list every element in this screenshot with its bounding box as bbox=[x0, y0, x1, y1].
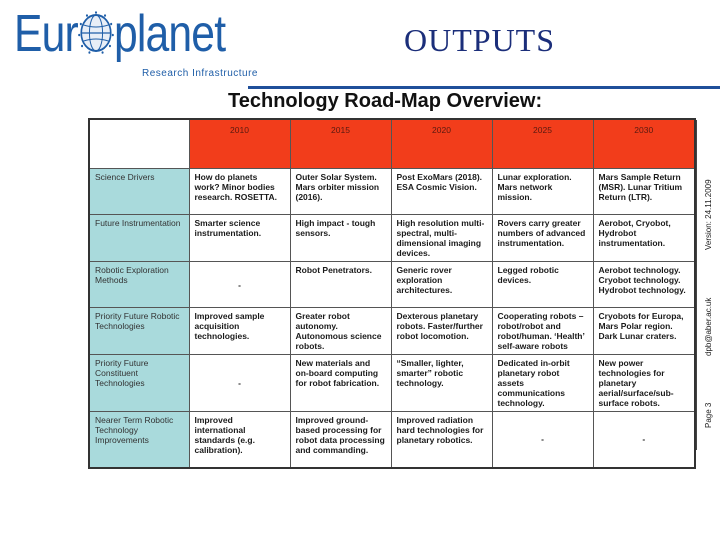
table-row bbox=[89, 412, 695, 468]
table-cell: Cooperating robots – robot/robot and robot/human. ‘Health’ self-aware robots bbox=[492, 308, 593, 355]
row-label: Priority Future Constituent Technologies bbox=[89, 355, 189, 412]
table-corner-cell bbox=[89, 119, 189, 169]
table-cell: Improved radiation hard technologies for planetary robotics. bbox=[391, 412, 492, 468]
table-cell: Greater robot autonomy. Autonomous science robots. bbox=[290, 308, 391, 355]
table-cell: Generic rover exploration architectures. bbox=[391, 262, 492, 308]
row-label: Future Instrumentation bbox=[89, 215, 189, 262]
side-margin-line bbox=[696, 120, 697, 450]
year-header: 2010 bbox=[189, 119, 290, 169]
year-header: 2015 bbox=[290, 119, 391, 169]
table-cell: Cryobots for Europa, Mars Polar region. Dark Lunar craters. bbox=[593, 308, 695, 355]
row-label: Priority Future Robotic Technologies bbox=[89, 308, 189, 355]
table-cell: Dedicated in-orbit planetary robot assets communications technology. bbox=[492, 355, 593, 412]
table-cell: High impact - tough sensors. bbox=[290, 215, 391, 262]
table-cell: Robot Penetrators. bbox=[290, 262, 391, 308]
table-cell: Improved sample acquisition technologies. bbox=[189, 308, 290, 355]
table-cell: Dexterous planetary robots. Faster/further robot locomotion. bbox=[391, 308, 492, 355]
header bbox=[0, 0, 720, 92]
table-row bbox=[89, 308, 695, 355]
table-cell: High resolution multi-spectral, multi-dimensional imaging devices. bbox=[391, 215, 492, 262]
table-cell: New materials and on-board computing for robot fabrication. bbox=[290, 355, 391, 412]
table-row bbox=[89, 169, 695, 215]
table-header-row bbox=[89, 119, 695, 169]
row-label: Robotic Exploration Methods bbox=[89, 262, 189, 308]
page-number: Page 3 bbox=[704, 402, 713, 428]
table-cell: Aerobot technology. Cryobot technology. Hydrobot technology. bbox=[593, 262, 695, 308]
roadmap-table bbox=[88, 118, 696, 469]
header-rule bbox=[248, 86, 720, 89]
table-row bbox=[89, 215, 695, 262]
table-cell: Legged robotic devices. bbox=[492, 262, 593, 308]
table-cell: - bbox=[189, 262, 290, 308]
year-header: 2020 bbox=[391, 119, 492, 169]
table-cell: - bbox=[492, 412, 593, 468]
table-cell: “Smaller, lighter, smarter” robotic technology. bbox=[391, 355, 492, 412]
table-cell: New power technologies for planetary aerial/surface/sub-surface robots. bbox=[593, 355, 695, 412]
globe-icon bbox=[78, 11, 114, 55]
document-title: Technology Road-Map Overview: bbox=[228, 90, 543, 112]
table-cell: Aerobot, Cryobot, Hydrobot instrumentation. bbox=[593, 215, 695, 262]
table-row bbox=[89, 262, 695, 308]
europlanet-logo bbox=[14, 4, 258, 82]
page-title: OUTPUTS bbox=[404, 22, 556, 58]
table-cell: Improved ground-based processing for robot data processing and commanding. bbox=[290, 412, 391, 468]
table-cell: Mars Sample Return (MSR). Lunar Tritium Return (LTR). bbox=[593, 169, 695, 215]
logo-text-left: Eur bbox=[14, 5, 78, 63]
row-label: Science Drivers bbox=[89, 169, 189, 215]
logo-text-right: planet bbox=[113, 5, 226, 63]
year-header: 2025 bbox=[492, 119, 593, 169]
email-label: dpb@aber.ac.uk bbox=[704, 297, 713, 356]
logo-subtitle: Research Infrastructure bbox=[142, 68, 258, 79]
year-header: 2030 bbox=[593, 119, 695, 169]
table-cell: - bbox=[189, 355, 290, 412]
table-cell: Improved international standards (e.g. calibration). bbox=[189, 412, 290, 468]
row-label: Nearer Term Robotic Technology Improvements bbox=[89, 412, 189, 468]
table-cell: - bbox=[593, 412, 695, 468]
table-row bbox=[89, 355, 695, 412]
table-cell: Lunar exploration. Mars network mission. bbox=[492, 169, 593, 215]
version-label: Version: 24.11.2009 bbox=[704, 179, 713, 250]
table-cell: How do planets work? Minor bodies research. ROSETTA. bbox=[189, 169, 290, 215]
table-cell: Post ExoMars (2018). ESA Cosmic Vision. bbox=[391, 169, 492, 215]
table-cell: Rovers carry greater numbers of advanced instrumentation. bbox=[492, 215, 593, 262]
table-cell: Outer Solar System. Mars orbiter mission (2016). bbox=[290, 169, 391, 215]
table-cell: Smarter science instrumentation. bbox=[189, 215, 290, 262]
